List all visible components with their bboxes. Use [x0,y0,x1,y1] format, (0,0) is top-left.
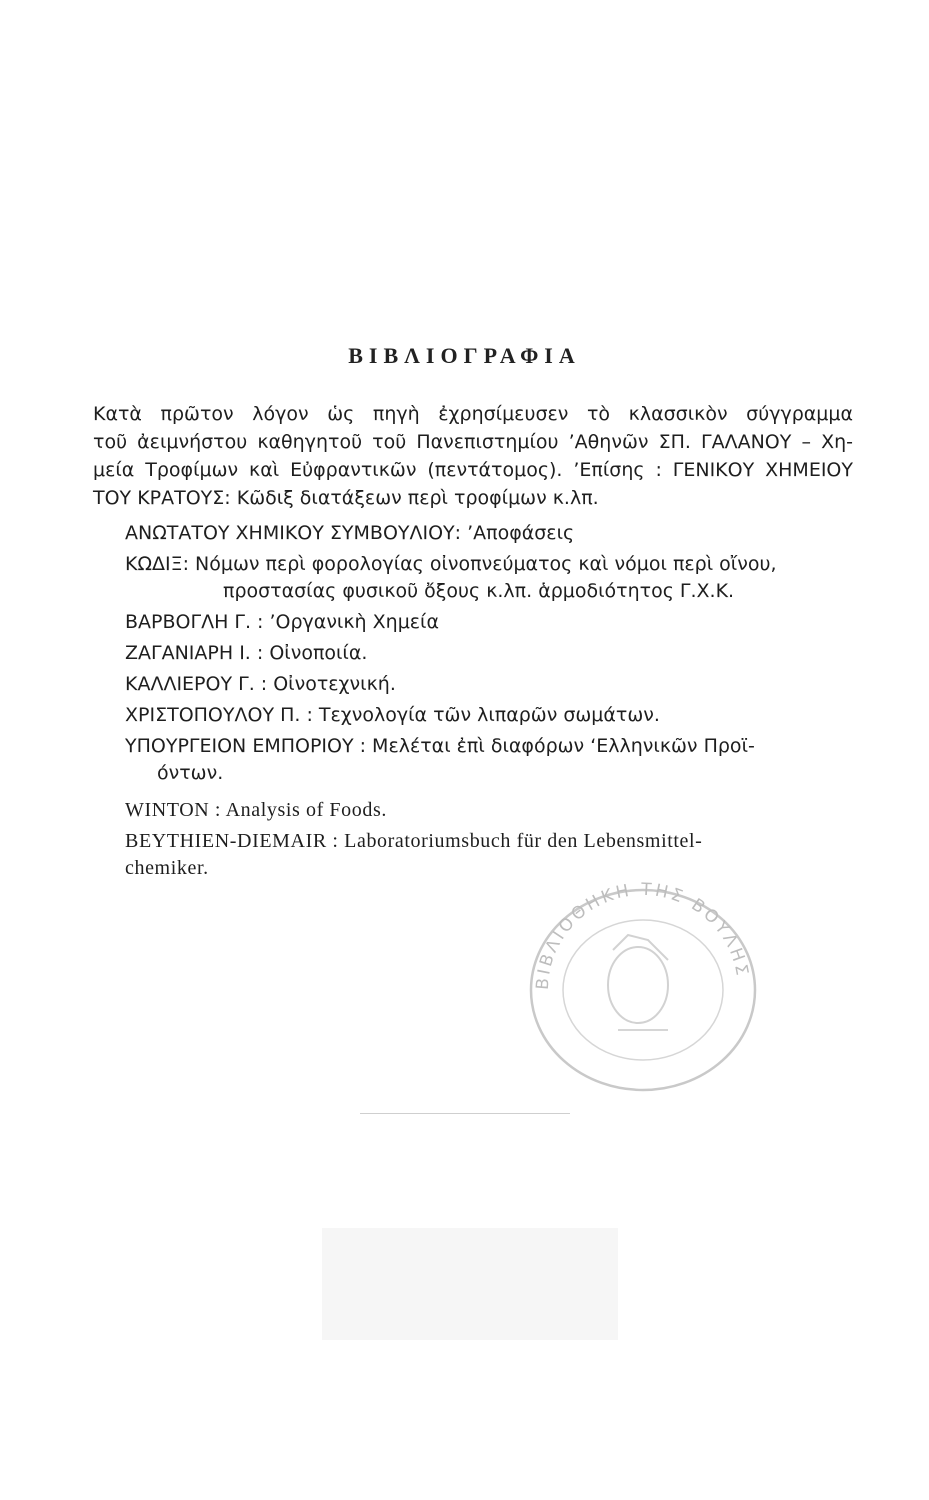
entry-continuation: chemiker. [125,857,209,879]
page-title: ΒΙΒΛΙΟΓΡΑΦΙΑ [348,343,581,368]
entry-text: ΚΑΛΛΙΕΡΟΥ Γ. : Οἰνοτεχνική. [125,673,396,695]
bibliography-list [125,520,855,882]
entry-continuation: όντων. [157,762,224,784]
intro-line: ΤΟΥ ΚΡΑΤΟΥΣ: Κῶδιξ διατάξεων περὶ τροφίμων κ.λπ. [93,487,599,509]
entry-text: ΑΝΩΤΑΤΟΥ ΧΗΜΙΚΟΥ ΣΥΜΒΟΥΛΙΟΥ: ’Αποφάσεις [125,522,575,544]
bibliography-entry [125,551,855,605]
entry-text: BEYTHIEN-DIEMAIR : Laboratoriumsbuch für den Lebensmittel- [125,830,703,852]
entry-continuation: προστασίας φυσικοῦ ὄξους κ.λπ. ἁρμοδιότητος Γ.Χ.Κ. [223,580,735,602]
entry-text: ΧΡΙΣΤΟΠΟΥΛΟΥ Π. : Τεχνολογία τῶν λιπαρῶν σωμάτων. [125,704,660,726]
divider [360,1113,570,1114]
entry-text: ΖΑΓΑΝΙΑΡΗ Ι. : Οἰνοποιία. [125,642,368,664]
intro-line: Κατὰ πρῶτον λόγον ὡς πηγὴ ἐχρησίμευσεν τὸ κλασσικὸν σύγγραμμα [93,403,853,425]
entry-text: WINTON : Analysis of Foods. [125,799,387,821]
bibliography-entry [125,828,855,882]
bibliography-entry [125,671,855,698]
bibliography-entry [125,797,855,824]
paper-shade [322,1228,618,1340]
entry-text: ΥΠΟΥΡΓΕΙΟΝ ΕΜΠΟΡΙΟΥ : Μελέται ἐπὶ διαφόρων ‘Ελληνικῶν Προϊ- [125,735,755,757]
entry-text: ΒΑΡΒΟΓΛΗ Γ. : ’Οργανικὴ Χημεία [125,611,440,633]
intro-line: μεία Τροφίμων καὶ Εὐφραντικῶν (πεντάτομος). ’Επίσης : ΓΕΝΙΚΟΥ ΧΗΜΕΙΟΥ [93,459,853,481]
svg-text:ΒΙΒΛΙΟΘΗΚΗ ΤΗΣ ΒΟΥΛΗΣ ΤΩΝ ΕΛΛΗ [518,880,753,990]
intro-paragraph [93,400,853,512]
entry-text: ΚΩΔΙΞ: Νόμων περὶ φορολογίας οἰνοπνεύματος καὶ νόμοι περὶ οἴνου, [125,553,777,575]
stamp-text: ΒΙΒΛΙΟΘΗΚΗ ΤΗΣ ΒΟΥΛΗΣ [532,880,753,991]
bibliography-entry [125,733,855,787]
intro-line: τοῦ ἀειμνήστου καθηγητοῦ τοῦ Πανεπιστημίου ’Αθηνῶν ΣΠ. ΓΑΛΑΝΟΥ – Χη- [93,431,853,453]
bibliography-entry [125,702,855,729]
library-stamp [518,880,768,1100]
bibliography-entry [125,609,855,636]
bibliography-entry [125,640,855,667]
bibliography-entry [125,520,855,547]
